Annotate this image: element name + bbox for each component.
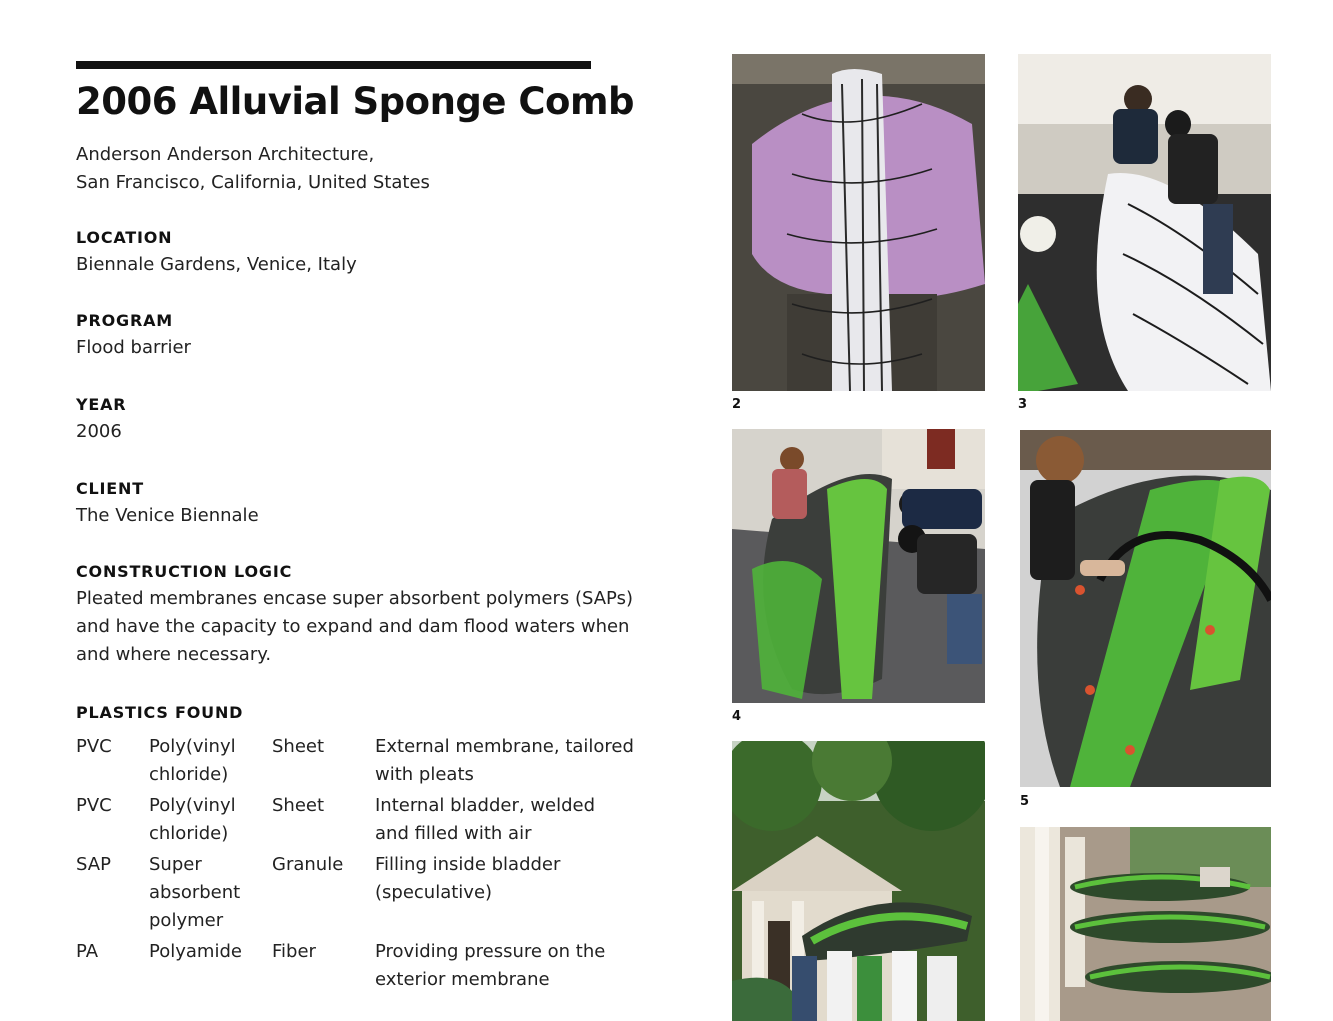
plastics-heading: PLASTICS FOUND [76,703,244,722]
client-heading: CLIENT [76,479,144,498]
plastics-row [76,938,636,994]
plastic-name-line: polymer [149,910,224,931]
plastic-use-line: and filled with air [375,823,532,844]
plastic-name-line: Polyamide [149,941,242,962]
figure-number: 5 [1020,794,1030,809]
program-heading: PROGRAM [76,311,174,330]
photo-membrane-layout [732,54,985,391]
photo-workers-bladder [1018,54,1271,391]
plastic-abbr: PVC [76,736,112,757]
plastic-form: Sheet [272,736,325,757]
location-heading: LOCATION [76,228,173,247]
construction-line: and where necessary. [76,644,272,665]
plastics-row [76,733,636,789]
plastic-name-line: chloride) [149,764,229,785]
client-value: The Venice Biennale [76,505,259,526]
photo-carrying-comb [732,741,985,1021]
plastic-name [149,792,272,848]
plastic-form: Sheet [272,795,325,816]
photo-installed-combs [1020,827,1271,1021]
plastic-form: Granule [272,854,344,875]
page-title: 2006 Alluvial Sponge Comb [76,80,635,123]
plastic-name-line: Poly(vinyl [149,736,236,757]
construction-line: Pleated membranes encase super absorbent polymers (SAPs) [76,588,633,609]
year-value: 2006 [76,421,122,442]
plastic-use-line: Internal bladder, welded [375,795,596,816]
photo-comb-closeup [1020,430,1271,787]
photo-assembly-crew [732,429,985,703]
location-value: Biennale Gardens, Venice, Italy [76,254,357,275]
plastic-use [375,792,636,848]
plastic-abbr: PVC [76,795,112,816]
plastics-table [76,733,636,997]
plastic-use-line: Providing pressure on the [375,941,606,962]
plastic-use-line: (speculative) [375,882,493,903]
construction-text [76,585,633,669]
plastic-use-line: Filling inside bladder [375,854,561,875]
byline-place: San Francisco, California, United States [76,172,430,193]
year-heading: YEAR [76,395,127,414]
plastic-name [149,733,272,789]
figure-number: 2 [732,397,742,412]
plastics-row [76,851,636,935]
plastic-use [375,938,636,994]
figure-number: 3 [1018,397,1028,412]
plastic-use-line: External membrane, tailored [375,736,634,757]
program-value: Flood barrier [76,337,191,358]
plastic-name-line: absorbent [149,882,241,903]
plastic-abbr: PA [76,941,99,962]
plastic-use [375,733,636,789]
plastic-form: Fiber [272,941,316,962]
plastic-use [375,851,636,935]
byline [76,141,430,197]
construction-heading: CONSTRUCTION LOGIC [76,562,293,581]
plastic-name [149,938,272,994]
plastic-name [149,851,272,935]
plastic-name-line: Poly(vinyl [149,795,236,816]
plastic-name-line: chloride) [149,823,229,844]
byline-firm: Anderson Anderson Architecture, [76,144,375,165]
construction-line: and have the capacity to expand and dam flood waters when [76,616,630,637]
plastic-abbr: SAP [76,854,111,875]
plastics-row [76,792,636,848]
plastic-use-line: exterior membrane [375,969,550,990]
plastic-name-line: Super [149,854,202,875]
title-rule [76,61,591,69]
figure-number: 4 [732,709,742,724]
plastic-use-line: with pleats [375,764,474,785]
